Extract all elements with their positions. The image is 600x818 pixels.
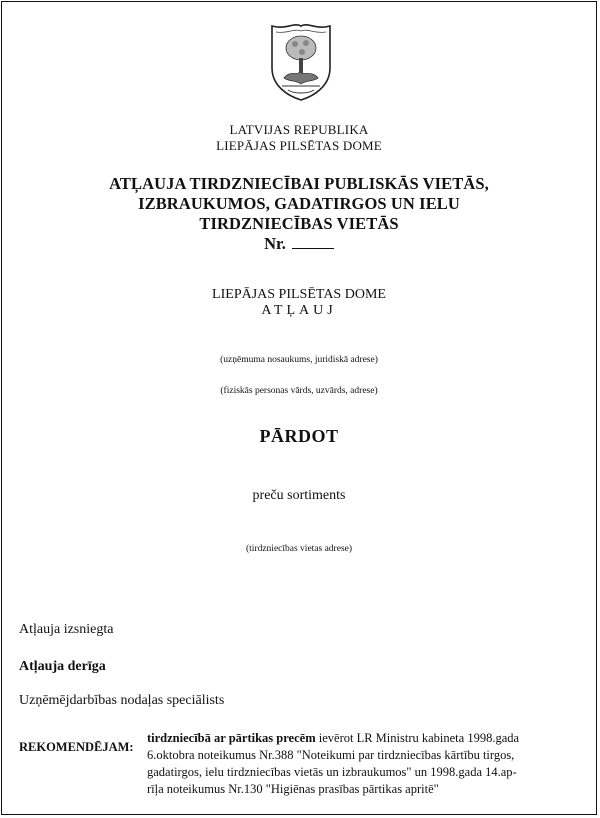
recommendation-line-4: rīļa noteikumus Nr.130 "Higiēnas prasības pārtikas apritē" <box>147 782 439 796</box>
document-page <box>1 1 597 815</box>
specialist-field: Uzņēmējdarbības nodaļas speciālists <box>19 693 225 708</box>
issued-field: Atļauja izsniegta <box>19 622 114 637</box>
title-line-1: ATĻAUJA TIRDZNIECĪBAI PUBLISKĀS VIETĀS, <box>109 174 489 193</box>
recommendation-line-1: ievērot LR Ministru kabineta 1998.gada <box>315 731 520 745</box>
document-title <box>2 174 596 234</box>
valid-field: Atļauja derīga <box>19 659 106 674</box>
council-name: LIEPĀJAS PILSĒTAS DOME <box>216 138 382 153</box>
title-line-3: TIRDZNIECĪBAS VIETĀS <box>199 214 399 233</box>
grant-verb: ATĻAUJ <box>261 303 337 318</box>
person-hint: (fiziskās personas vārds, uzvārds, adrese) <box>220 386 378 396</box>
number-blank <box>292 234 334 249</box>
recommendation-line-3: gadatirgos, ielu tirdzniecības vietās un izbraukumos" un 1998.gada 14.ap- <box>147 765 517 779</box>
company-hint: (uzņēmuma nosaukums, juridiskā adrese) <box>220 355 378 365</box>
place-hint: (tirdzniecības vietas adrese) <box>245 544 353 554</box>
action-heading: PĀRDOT <box>259 426 339 446</box>
recommendation-text <box>147 730 587 798</box>
recommendation-label: REKOMENDĒJAM: <box>19 740 134 754</box>
goods-assortment: preču sortiments <box>252 488 346 503</box>
title-line-2: IZBRAUKUMOS, GADATIRGOS UN IELU <box>138 194 460 213</box>
coat-of-arms-icon <box>266 20 336 102</box>
recommendation-line-2: 6.oktobra noteikumus Nr.388 "Noteikumi par tirdzniecības kārtību tirgos, <box>147 748 515 762</box>
issuer: LIEPĀJAS PILSĒTAS DOME <box>212 287 386 302</box>
republic-name: LATVIJAS REPUBLIKA <box>229 122 369 137</box>
recommendation-bold: tirdzniecībā ar pārtikas precēm <box>147 731 316 745</box>
number-label: Nr. <box>264 234 286 253</box>
permit-number <box>2 234 596 254</box>
republic-header <box>2 122 596 154</box>
